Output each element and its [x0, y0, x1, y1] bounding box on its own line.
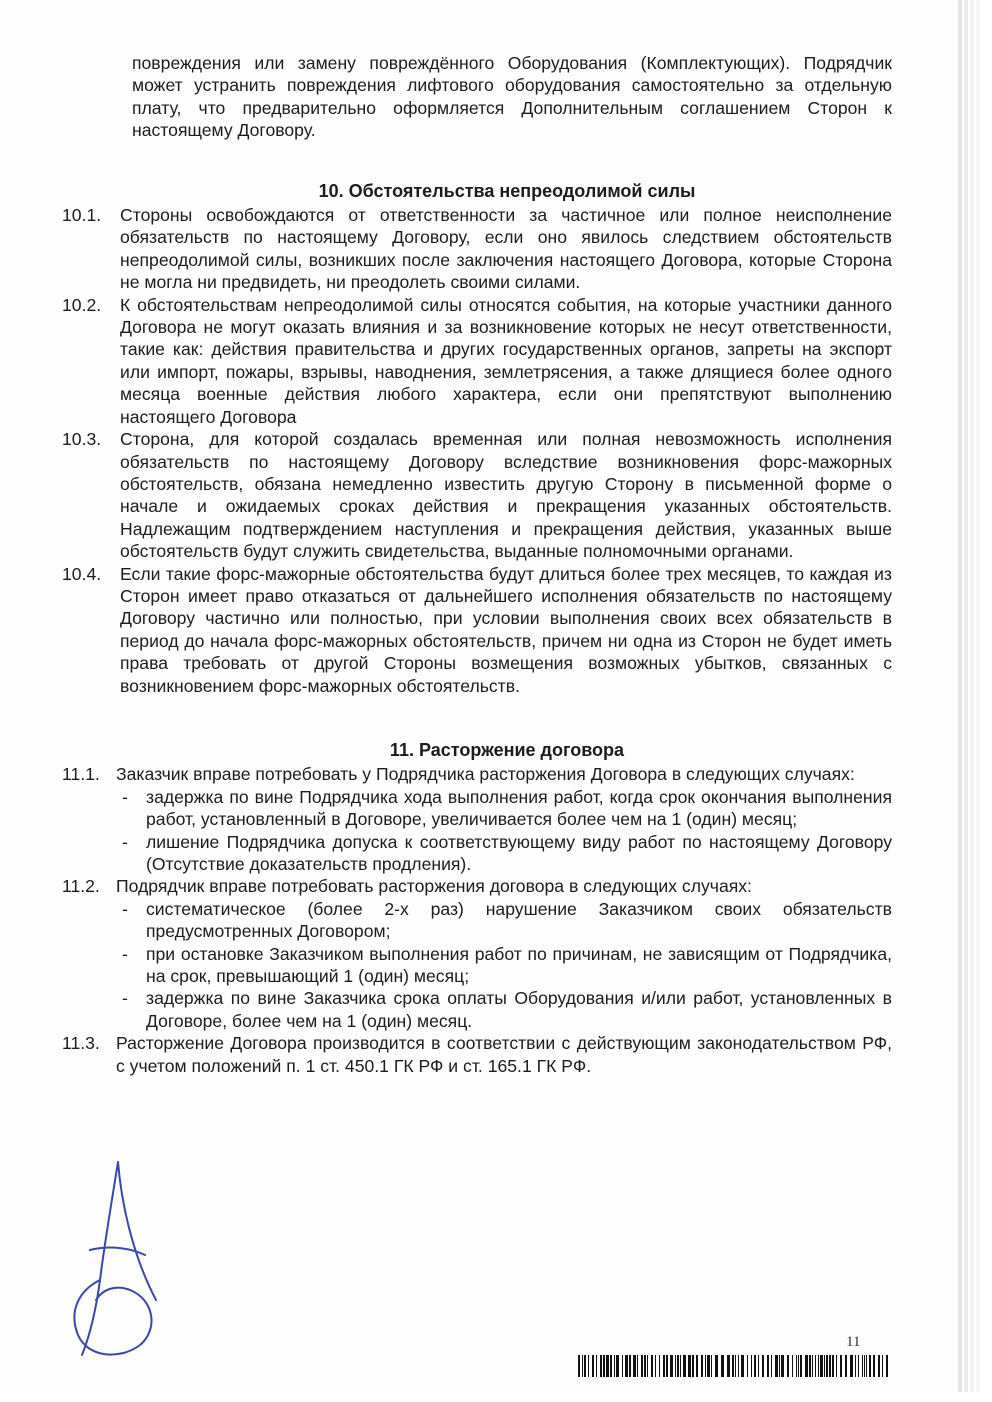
barcode-bar — [721, 1355, 724, 1377]
barcode-bar — [711, 1355, 712, 1377]
barcode-bar — [815, 1355, 816, 1377]
barcode-icon — [578, 1355, 890, 1377]
list-item — [122, 786, 892, 831]
barcode-bar — [862, 1355, 863, 1377]
barcode-bar — [866, 1355, 867, 1377]
clause-number: 10.4. — [62, 563, 102, 584]
barcode-bar — [584, 1355, 586, 1377]
barcode-bar — [800, 1355, 802, 1377]
barcode-bar — [592, 1355, 594, 1377]
barcode-bar — [758, 1355, 759, 1377]
clause-11-3 — [62, 1032, 892, 1077]
barcode-bar — [787, 1355, 789, 1377]
list-item-text: систематическое (более 2-х раз) нарушение Заказчиком своих обязательств предусмотренных Договором; — [146, 898, 892, 942]
barcode-bar — [812, 1355, 813, 1377]
barcode-bar — [762, 1355, 764, 1377]
barcode-bar — [747, 1355, 748, 1377]
barcode-bar — [610, 1355, 612, 1377]
barcode-bar — [832, 1355, 834, 1377]
barcode-bar — [858, 1355, 859, 1377]
list-item — [122, 898, 892, 943]
list-item-text: задержка по вине Заказчика срока оплаты Оборудования и/или работ, установленных в Договоре, более чем на 1 (один) месяц. — [146, 988, 892, 1031]
clause-text: Заказчик вправе потребовать у Подрядчика расторжения Договора в следующих случаях: — [116, 764, 855, 785]
clause-number: 10.1. — [62, 205, 102, 226]
barcode-bar — [855, 1355, 856, 1377]
barcode-bar — [754, 1355, 756, 1377]
section-10-title: 10. Обстоятельства непреодолимой силы — [318, 180, 696, 201]
page-number: 11 — [846, 1334, 861, 1350]
document-content — [62, 52, 892, 1077]
barcode-bar — [701, 1355, 703, 1377]
barcode-bar — [633, 1355, 636, 1377]
barcode-bar — [663, 1355, 665, 1377]
barcode-bar — [767, 1355, 769, 1377]
intro-paragraph: повреждения или замену повреждённого Оборудования (Комплектующих). Подрядчик может устранить повреждения лифтового оборудования самостоятельно за отдельную плату, что предварительно оформляется Дополнительным соглашением Сторон к настоящему Договору. — [132, 53, 892, 141]
barcode-bar — [644, 1355, 646, 1377]
clause-number: 11.2. — [62, 876, 100, 897]
barcode-bar — [625, 1355, 628, 1377]
barcode-bar — [732, 1355, 734, 1377]
clause-11-2 — [62, 875, 892, 897]
barcode-bar — [588, 1355, 589, 1377]
barcode-bar — [614, 1355, 615, 1377]
barcode-bar — [850, 1355, 853, 1377]
page-edge — [964, 0, 968, 1392]
clause-10-2 — [62, 294, 892, 428]
barcode-bar — [705, 1355, 706, 1377]
clause-number: 10.2. — [62, 294, 102, 315]
barcode-bar — [792, 1355, 793, 1377]
barcode-bar — [840, 1355, 842, 1377]
barcode-bar — [751, 1355, 752, 1377]
clause-text: К обстоятельствам непреодолимой силы относятся события, на которые участники данного Договора не могут оказать влияния и за возникновение которых не несут ответственности, такие как: действия правительства и других государственных органов, запреты на экспорт или импорт, пожары, взрывы, наводнения, землетрясения, а также длящиеся более одного месяца военные действия любого характера, если они препятствуют выполнению настоящего Договора — [120, 294, 892, 427]
barcode-bar — [805, 1355, 808, 1377]
barcode-bar — [826, 1355, 828, 1377]
barcode-bar — [707, 1355, 710, 1377]
barcode-bar — [864, 1355, 865, 1377]
section-11-title: 11. Расторжение договора — [389, 739, 625, 760]
clause-number: 10.3. — [62, 429, 102, 450]
bullet-dash: - — [122, 786, 128, 807]
barcode-bar — [873, 1355, 875, 1377]
barcode-bar — [655, 1355, 656, 1377]
barcode-bar — [670, 1355, 673, 1377]
barcode-bar — [771, 1355, 772, 1377]
barcode-bar — [692, 1355, 694, 1377]
barcode-bar — [606, 1355, 609, 1377]
barcode-bar — [727, 1355, 730, 1377]
clause-10-3 — [62, 428, 892, 562]
barcode-bar — [675, 1355, 676, 1377]
list-item-text: задержка по вине Подрядчика хода выполнения работ, когда срок окончания выполнения работ, установленный в Договоре, увеличивается более чем на 1 (один) месяц; — [146, 786, 892, 830]
barcode-bar — [845, 1355, 847, 1377]
barcode-bar — [824, 1355, 825, 1377]
barcode-bar — [683, 1355, 686, 1377]
clause-text: Если такие форс-мажорные обстоятельства будут длиться более трех месяцев, то каждая из Сторон имеет право отказаться от дальнейшего исполнения обязательств по настоящему Договору частично или полностью, при условии выполнения своих всех обязательств в период до начала форс-мажорных обстоятельств, причем ни одна из Сторон не будет иметь права требовать от другой Стороны возмещения возможных убытков, связанных с возникновением форс-мажорных обстоятельств. — [120, 563, 892, 696]
clause-11-1 — [62, 763, 892, 785]
barcode-bar — [680, 1355, 681, 1377]
list-item — [122, 987, 892, 1032]
barcode-bar — [629, 1355, 631, 1377]
barcode-bar — [651, 1355, 653, 1377]
barcode-bar — [696, 1355, 698, 1377]
barcode-bar — [666, 1355, 668, 1377]
barcode-bar — [582, 1355, 583, 1377]
barcode-bar — [882, 1355, 883, 1377]
list-item-text: лишение Подрядчика допуска к соответствующему виду работ по настоящему Договору (Отсутствие доказательств продления). — [146, 831, 892, 874]
bullet-dash: - — [122, 831, 128, 852]
barcode-bar — [641, 1355, 643, 1377]
clause-text: Расторжение Договора производится в соответствии с действующим законодательством РФ, с учетом положений п. 1 ст. 450.1 ГК РФ и ст. 165.1 ГК РФ. — [116, 1033, 892, 1076]
barcode-bar — [869, 1355, 871, 1377]
clause-text: Сторона, для которой создалась временная или полная невозможность исполнения обязательств по настоящему Договору вследствие возникновения форс-мажорных обстоятельств, обязана немедленно известить другую Сторону в письменной форме о начале и ожидаемых сроках действия и прекращения указанных обстоятельств. Надлежащим подтверждением наступления и прекращения действия, указанных выше обстоятельств будут служить свидетельства, выданные полномочными органами. — [120, 429, 892, 562]
barcode-bar — [578, 1355, 580, 1377]
bullet-dash: - — [122, 988, 128, 1009]
barcode-bar — [818, 1355, 819, 1377]
barcode-bar — [616, 1355, 619, 1377]
page-edge — [970, 0, 974, 1392]
barcode-bar — [809, 1355, 811, 1377]
barcode-bar — [781, 1355, 784, 1377]
clause-text: Подрядчик вправе потребовать расторжения договора в следующих случаях: — [116, 876, 752, 897]
barcode-bar — [600, 1355, 602, 1377]
clause-text: Стороны освобождаются от ответственности за частичное или полное неисполнение обязательств по настоящему Договору, если оно явилось следствием обстоятельств непреодолимой силы, возникших после заключения настоящего Договора, которые Сторона не могла ни предвидеть, ни преодолеть своими силами. — [120, 205, 892, 293]
barcode-bar — [735, 1355, 736, 1377]
barcode-bar — [715, 1355, 718, 1377]
barcode-bar — [886, 1355, 888, 1377]
barcode-bar — [796, 1355, 797, 1377]
barcode-bar — [820, 1355, 823, 1377]
bullet-dash: - — [122, 943, 128, 964]
barcode-bar — [836, 1355, 837, 1377]
barcode-bar — [622, 1355, 623, 1377]
clause-10-4 — [62, 563, 892, 697]
barcode-bar — [738, 1355, 739, 1377]
bullet-dash: - — [122, 898, 128, 919]
barcode-bar — [688, 1355, 691, 1377]
barcode-bar — [677, 1355, 679, 1377]
list-item — [122, 831, 892, 876]
list-item-text: при остановке Заказчиком выполнения работ по причинам, не зависящим от Подрядчика, на срок, превышающий 1 (один) месяц; — [146, 943, 892, 987]
barcode-bar — [741, 1355, 744, 1377]
page-edge — [958, 0, 962, 1392]
page-edge — [976, 0, 980, 1392]
barcode-bar — [637, 1355, 638, 1377]
barcode-bar — [878, 1355, 880, 1377]
signature-icon — [60, 1150, 170, 1370]
barcode-bar — [659, 1355, 660, 1377]
clause-number: 11.1. — [62, 764, 100, 785]
list-item — [122, 943, 892, 988]
barcode-bar — [779, 1355, 780, 1377]
barcode-bar — [829, 1355, 831, 1377]
barcode-bar — [775, 1355, 778, 1377]
barcode-bar — [798, 1355, 799, 1377]
barcode-bar — [647, 1355, 648, 1377]
clause-10-1 — [62, 204, 892, 294]
barcode-bar — [603, 1355, 605, 1377]
clause-number: 11.3. — [62, 1033, 100, 1054]
barcode-bar — [596, 1355, 597, 1377]
